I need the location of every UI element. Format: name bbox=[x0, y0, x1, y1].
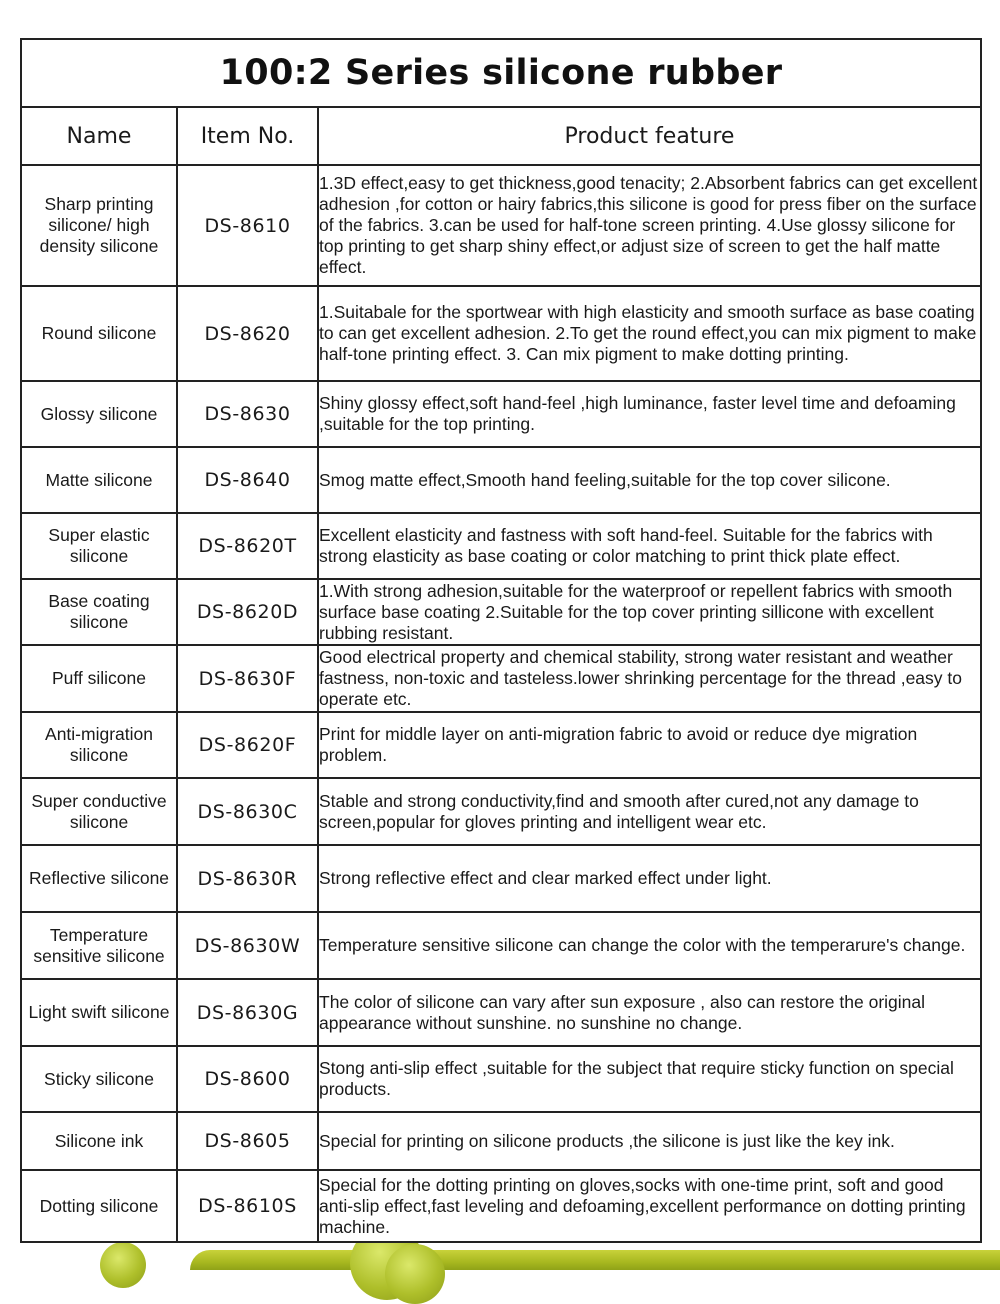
item-number: DS-8630W bbox=[177, 912, 318, 979]
item-number: DS-8610 bbox=[177, 165, 318, 286]
table-row bbox=[21, 845, 981, 912]
product-name: Light swift silicone bbox=[21, 979, 177, 1046]
item-number: DS-8630G bbox=[177, 979, 318, 1046]
item-number: DS-8620D bbox=[177, 579, 318, 645]
product-feature: Stong anti-slip effect ,suitable for the subject that require sticky function on special products. bbox=[318, 1046, 981, 1112]
product-feature: 1.With strong adhesion,suitable for the waterproof or repellent fabrics with smooth surface base coating 2.Suitable for the top cover printing sillicone with excellent rubbing resistant. bbox=[318, 579, 981, 645]
product-name: Glossy silicone bbox=[21, 381, 177, 447]
product-name: Silicone ink bbox=[21, 1112, 177, 1170]
table-row bbox=[21, 381, 981, 447]
item-number: DS-8600 bbox=[177, 1046, 318, 1112]
header-row bbox=[21, 107, 981, 165]
table-row bbox=[21, 447, 981, 513]
item-number: DS-8630C bbox=[177, 778, 318, 845]
product-name: Super conductive silicone bbox=[21, 778, 177, 845]
product-name: Puff silicone bbox=[21, 645, 177, 712]
product-name: Super elastic silicone bbox=[21, 513, 177, 579]
product-name: Sharp printing silicone/ high density silicone bbox=[21, 165, 177, 286]
item-number: DS-8630F bbox=[177, 645, 318, 712]
table-row bbox=[21, 1112, 981, 1170]
table-row bbox=[21, 778, 981, 845]
product-feature: Strong reflective effect and clear marked effect under light. bbox=[318, 845, 981, 912]
product-name: Matte silicone bbox=[21, 447, 177, 513]
table-row bbox=[21, 1170, 981, 1242]
product-feature: Special for printing on silicone products ,the silicone is just like the key ink. bbox=[318, 1112, 981, 1170]
product-feature: The color of silicone can vary after sun exposure , also can restore the original appearance without sunshine. no sunshine no change. bbox=[318, 979, 981, 1046]
column-header-feature: Product feature bbox=[318, 107, 981, 165]
table-row bbox=[21, 979, 981, 1046]
green-grass-band bbox=[190, 1250, 1000, 1270]
item-number: DS-8640 bbox=[177, 447, 318, 513]
product-name: Dotting silicone bbox=[21, 1170, 177, 1242]
item-number: DS-8620 bbox=[177, 286, 318, 381]
product-name: Sticky silicone bbox=[21, 1046, 177, 1112]
table-title: 100:2 Series silicone rubber bbox=[21, 39, 981, 107]
product-feature: Smog matte effect,Smooth hand feeling,suitable for the top cover silicone. bbox=[318, 447, 981, 513]
table-row bbox=[21, 912, 981, 979]
product-name: Base coating silicone bbox=[21, 579, 177, 645]
product-feature: Good electrical property and chemical stability, strong water resistant and weather fastness, non-toxic and tasteless.lower shrinking percentage for the thread ,easy to operate etc. bbox=[318, 645, 981, 712]
item-number: DS-8630 bbox=[177, 381, 318, 447]
column-header-item-no: Item No. bbox=[177, 107, 318, 165]
silicone-spec-table bbox=[20, 38, 982, 1243]
green-ball-decoration bbox=[385, 1244, 445, 1304]
item-number: DS-8620F bbox=[177, 712, 318, 778]
product-feature: 1.3D effect,easy to get thickness,good tenacity; 2.Absorbent fabrics can get excellent adhesion ,for cotton or hairy fabrics,this silicone is good for press fiber on the surface of the fabrics. 3.can be used for half-tone screen printing. 4.Use glossy silicone for top printing to get sharp shiny effect,or adjust size of screen to get the half matte effect. bbox=[318, 165, 981, 286]
table-row bbox=[21, 513, 981, 579]
table-row bbox=[21, 165, 981, 286]
product-feature: Stable and strong conductivity,find and smooth after cured,not any damage to screen,popular for gloves printing and intelligent wear etc. bbox=[318, 778, 981, 845]
title-row bbox=[21, 39, 981, 107]
table-row bbox=[21, 1046, 981, 1112]
table-row bbox=[21, 286, 981, 381]
item-number: DS-8620T bbox=[177, 513, 318, 579]
product-feature: Excellent elasticity and fastness with soft hand-feel. Suitable for the fabrics with strong elasticity as base coating or color matching to print thick plate effect. bbox=[318, 513, 981, 579]
item-number: DS-8605 bbox=[177, 1112, 318, 1170]
product-feature: Special for the dotting printing on gloves,socks with one-time print, soft and good anti-slip effect,fast leveling and defoaming,excellent performance on dotting printing machine. bbox=[318, 1170, 981, 1242]
product-name: Anti-migration silicone bbox=[21, 712, 177, 778]
product-spec-sheet bbox=[20, 38, 980, 1250]
product-name: Round silicone bbox=[21, 286, 177, 381]
product-feature: Temperature sensitive silicone can change the color with the temperarure's change. bbox=[318, 912, 981, 979]
table-row bbox=[21, 579, 981, 645]
product-feature: 1.Suitabale for the sportwear with high elasticity and smooth surface as base coating to can get excellent adhesion. 2.To get the round effect,you can mix pigment to make half-tone printing effect. 3. Can mix pigment to make dotting printing. bbox=[318, 286, 981, 381]
table-row bbox=[21, 645, 981, 712]
green-ball-decoration bbox=[100, 1242, 146, 1288]
item-number: DS-8610S bbox=[177, 1170, 318, 1242]
product-name: Reflective silicone bbox=[21, 845, 177, 912]
product-name: Temperature sensitive silicone bbox=[21, 912, 177, 979]
column-header-name: Name bbox=[21, 107, 177, 165]
item-number: DS-8630R bbox=[177, 845, 318, 912]
green-decoration-strip bbox=[0, 1240, 1000, 1263]
product-feature: Shiny glossy effect,soft hand-feel ,high luminance, faster level time and defoaming ,suitable for the top printing. bbox=[318, 381, 981, 447]
table-row bbox=[21, 712, 981, 778]
product-feature: Print for middle layer on anti-migration fabric to avoid or reduce dye migration problem. bbox=[318, 712, 981, 778]
